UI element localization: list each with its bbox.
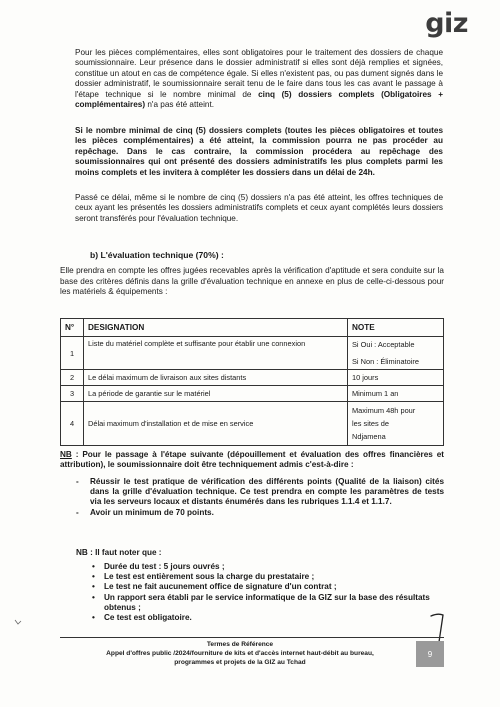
table-header-row — [61, 319, 444, 337]
section-intro: Elle prendra en compte les offres jugées recevables après la vérification d'aptitude et sera conduite sur la base des critères définis dans la grille d'évaluation technique en annexe en plus de celle-ci-dessous pour les matériels & équipements : — [60, 266, 444, 297]
note-line: Si Oui : Acceptable — [352, 340, 415, 349]
note-line: Ndjamena — [352, 432, 386, 441]
handwritten-initial-mark — [428, 612, 448, 644]
footer-divider — [60, 637, 444, 638]
paragraph-delay: Passé ce délai, même si le nombre de cinq (5) dossiers n'a pas été atteint, les offres techniques de ceux ayant les présentés les dossiers administratifs complets et ceux ayant complétés leurs dossiers seront transférés pour l'évaluation technique. — [75, 193, 443, 223]
test-notes-list — [90, 562, 445, 623]
paragraph-repechage: Si le nombre minimal de cinq (5) dossiers complets (toutes les pièces obligatoires et toutes les pièces complémentaires) a été atteint, la commission pourra ne pas procéder au repêchage. Dans le cas contraire, la commission procédera au repêchage des soumissionnaires qui ont présenté des dossiers administratifs les plus complets parmi les moins complets et les invitera à compléter les dossiers dans un délai de 24h. — [75, 126, 443, 177]
table-row — [61, 337, 444, 370]
list-item-text: Un rapport sera établi par le service informatique de la GIZ sur la base des résultats obtenus ; — [104, 592, 430, 612]
dash-bullet-icon: - — [76, 507, 79, 517]
nb-test-notes-title: NB : Il faut noter que : — [76, 548, 162, 557]
paragraph-bold-text: cinq (5) dossiers complets (Obligatoires + complémentaires) — [75, 89, 443, 110]
paragraph-complementary-pieces — [75, 48, 443, 110]
page-number: 9 — [416, 641, 444, 667]
list-item-text: Durée du test : 5 jours ouvrés ; — [104, 562, 225, 571]
table-row — [61, 402, 444, 446]
list-item — [90, 593, 445, 613]
list-item-text: Ce test est obligatoire. — [104, 613, 192, 623]
row-note: Minimum 1 an — [348, 386, 444, 402]
bullet-icon: • — [92, 572, 95, 582]
row-number: 3 — [61, 386, 84, 402]
row-note: 10 jours — [348, 370, 444, 386]
note-line: les sites de — [352, 419, 389, 428]
giz-logo: giz — [425, 8, 468, 39]
list-item-text: Le test ne fait aucunement office de signature d'un contrat ; — [104, 582, 337, 592]
note-line: Maximum 48h pour — [352, 406, 416, 415]
footer-subject: programmes et projets de la GIZ au Tchad — [174, 658, 306, 666]
table-row — [61, 370, 444, 386]
header-note: NOTE — [348, 319, 444, 337]
list-item — [90, 572, 445, 582]
table-row — [61, 386, 444, 402]
nb-text: : Pour le passage à l'étape suivante (dépouillement et évaluation des offres financières et attribution), le soumissionnaire doit être techniquement admis c'est-à-dire : — [60, 450, 444, 470]
dash-bullet-icon: - — [76, 477, 79, 486]
bullet-icon: • — [92, 562, 95, 571]
row-number: 2 — [61, 370, 84, 386]
nb-technical-admission — [60, 450, 444, 471]
header-number: N° — [61, 319, 84, 337]
row-note — [348, 337, 444, 370]
bullet-icon: • — [92, 592, 95, 602]
list-item — [90, 562, 445, 572]
admission-criteria-list — [76, 477, 444, 518]
scan-speck-mark — [13, 618, 23, 628]
list-item — [76, 477, 444, 508]
list-item-text: Réussir le test pratique de vérification des différents points (Qualité de la liaison) cités dans la grille d'évaluation technique. Ce test prendra en compte les paramètres de tests via les serveurs locaux et distants énumérés dans les rubriques 1.1.4 et 1.1.7. — [90, 477, 444, 507]
list-item-text: Le test est entièrement sous la charge du prestataire ; — [104, 572, 315, 582]
paragraph-text: Pour les pièces complémentaires, elles sont obligatoires pour le traitement des dossiers de chaque soumissionnaire. Leur présence dans le dossier administratif si elles sont déjà remplies et signées, constitue un atout en cas de compétence égale. Si elles n'existent pas, ou pas dument signés dans le dossier administratif, le soumissionnaire serait tenu de le faire dans tous les cas avant le passage à l'étape technique si le nombre minimal de — [75, 48, 443, 99]
section-title-technical-evaluation: b) L'évaluation technique (70%) : — [90, 250, 224, 260]
footer-reference: Appel d'offres public /2024/fourniture de kits et d'accès internet haut-débit au bureau, — [106, 649, 374, 657]
note-line: Si Non : Éliminatoire — [352, 357, 419, 366]
list-item — [90, 613, 445, 623]
footer-title: Termes de Référence — [206, 641, 274, 648]
row-designation: La période de garantie sur le matériel — [84, 386, 348, 402]
row-number: 1 — [61, 337, 84, 370]
header-designation: DESIGNATION — [84, 319, 348, 337]
evaluation-table — [60, 318, 444, 446]
paragraph-end-text: n'a pas été atteint. — [145, 100, 215, 110]
list-item — [90, 582, 445, 592]
bullet-icon: • — [92, 582, 95, 592]
list-item — [76, 508, 444, 518]
row-designation: Délai maximum d'installation et de mise en service — [84, 402, 348, 446]
row-note — [348, 402, 444, 446]
bullet-icon: • — [92, 613, 95, 623]
row-number: 4 — [61, 402, 84, 446]
nb-label: NB — [60, 450, 72, 459]
row-designation: Le délai maximum de livraison aux sites distants — [84, 370, 348, 386]
footer — [80, 641, 400, 667]
list-item-text: Avoir un minimum de 70 points. — [90, 507, 214, 517]
row-designation: Liste du matériel complète et suffisante pour établir une connexion — [84, 337, 348, 370]
